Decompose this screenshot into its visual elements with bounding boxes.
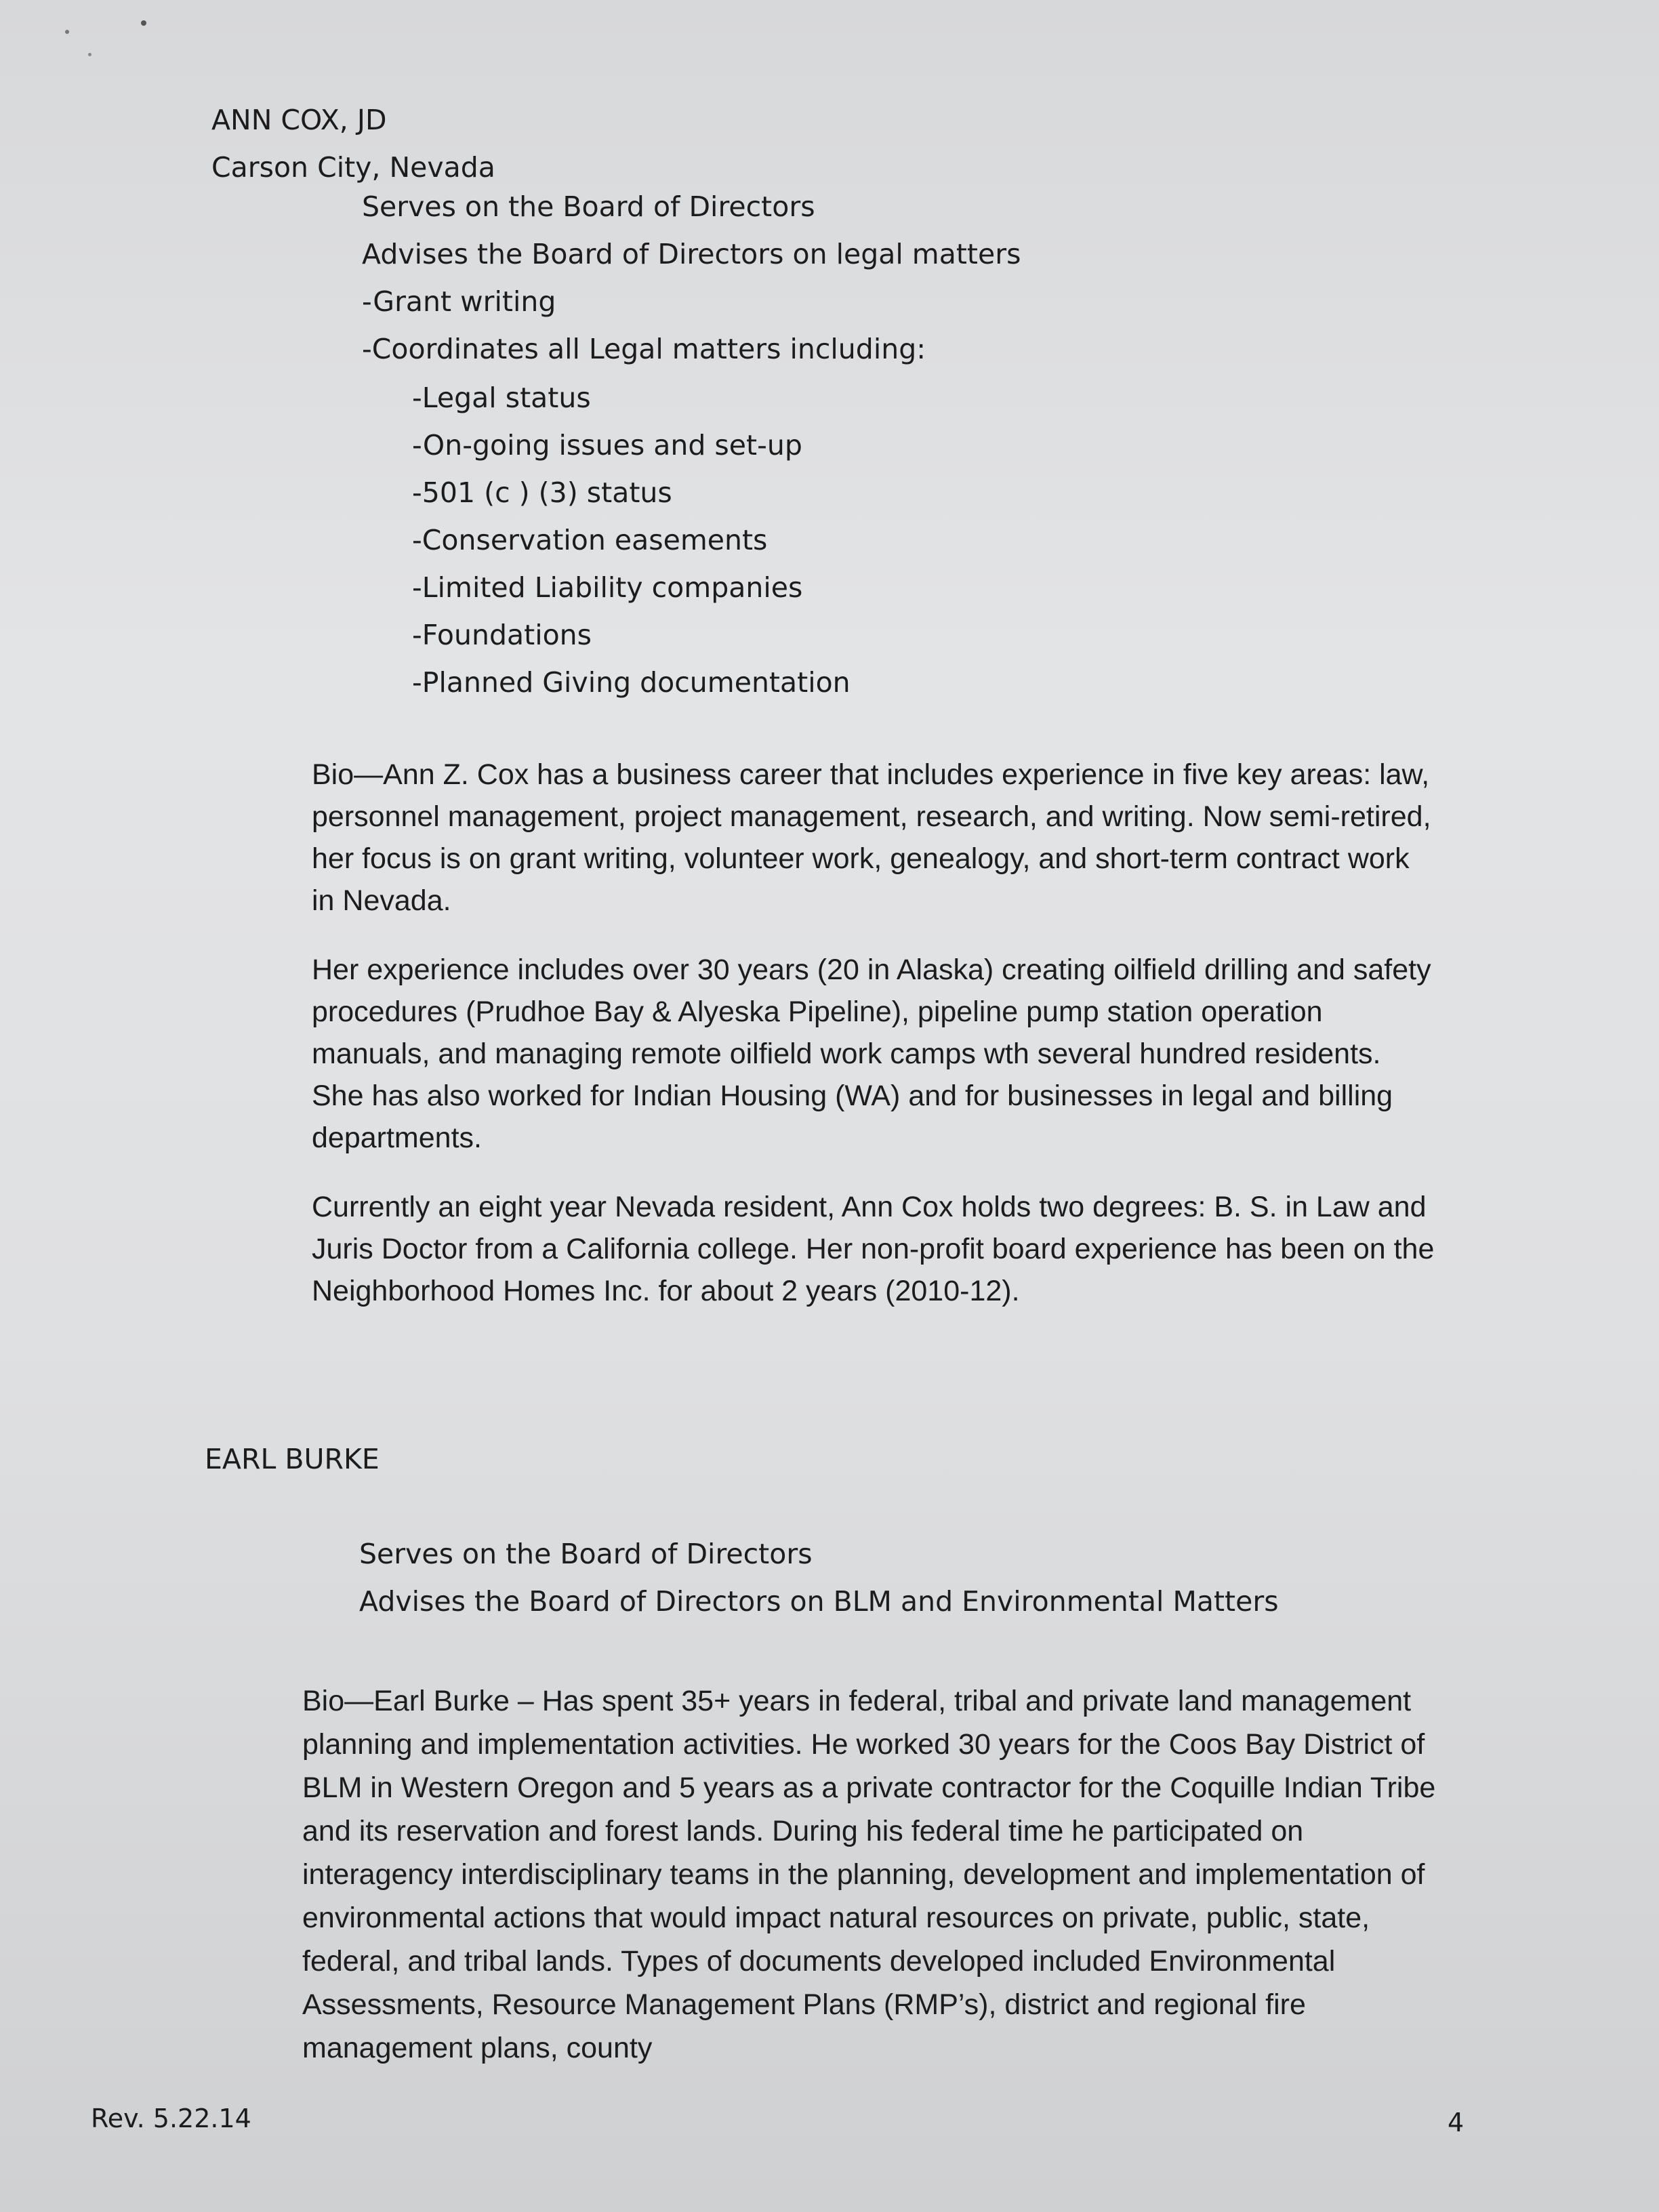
legal-item: -Limited Liability companies (412, 571, 803, 604)
bio-ann-cox (312, 754, 1437, 1339)
speck (65, 30, 69, 34)
speck (88, 53, 91, 56)
bio-paragraph: Currently an eight year Nevada resident, Ann Cox holds two degrees: B. S. in Law and Juris Doctor from a California college. Her non-profit board experience has been on the Neighborhood Homes Inc. for about 2 years (2010-12). (312, 1191, 1435, 1307)
roles-list-earl-burke (359, 1530, 1279, 1625)
bio-paragraph: Bio—Earl Burke – Has spent 35+ years in federal, tribal and private land management planning and implementation activities. He worked 30 years for the Coos Bay District of BLM in Western Oregon and 5 years as a private contractor for the Coquille Indian Tribe and its reservation and forest lands. During his federal time he participated on interagency interdisciplinary teams in the planning, development and implementation of environmental actions that would impact natural resources on private, public, state, federal, and tribal lands. Types of documents developed included Environmental Assessments, Resource Management Plans (RMP’s), district and regional fire management plans, county (302, 1685, 1436, 2064)
bio-paragraph: Bio—Ann Z. Cox has a business career that includes experience in five key areas: law, personnel management, project management, research, and writing. Now semi-retired, her focus is on grant writing, volunteer work, genealogy, and short-term contract work in Nevada. (312, 758, 1431, 917)
bio-paragraph: Her experience includes over 30 years (20 in Alaska) creating oilfield drilling and safety procedures (Prudhoe Bay & Alyeska Pipeline), pipeline pump station operation manuals, and managing remote oilfield work camps wth several hundred residents. She has also worked for Indian Housing (WA) and for businesses in legal and billing departments. (312, 954, 1431, 1154)
role-item: Advises the Board of Directors on legal matters (362, 238, 1021, 270)
bio-earl-burke (302, 1679, 1454, 2097)
page-number: 4 (1448, 2108, 1465, 2137)
legal-item: -Legal status (412, 382, 591, 414)
legal-matters-list (412, 374, 851, 706)
legal-item: -On-going issues and set-up (412, 429, 802, 462)
legal-item: -501 (c ) (3) status (412, 476, 672, 509)
speck (141, 20, 146, 26)
role-item: Advises the Board of Directors on BLM and Environmental Matters (359, 1585, 1279, 1618)
role-item: -Grant writing (362, 285, 556, 318)
role-item: -Coordinates all Legal matters including: (362, 333, 926, 365)
legal-item: -Foundations (412, 619, 592, 651)
person-name-ann-cox: ANN COX, JD (211, 104, 387, 136)
revision-date: Rev. 5.22.14 (91, 2104, 251, 2133)
legal-item: -Planned Giving documentation (412, 666, 851, 699)
legal-item: -Conservation easements (412, 524, 768, 556)
person-location: Carson City, Nevada (211, 151, 495, 184)
role-item: Serves on the Board of Directors (362, 190, 815, 223)
role-item: Serves on the Board of Directors (359, 1538, 813, 1570)
roles-list-ann-cox (362, 183, 1021, 373)
person-name-earl-burke: EARL BURKE (205, 1443, 380, 1475)
